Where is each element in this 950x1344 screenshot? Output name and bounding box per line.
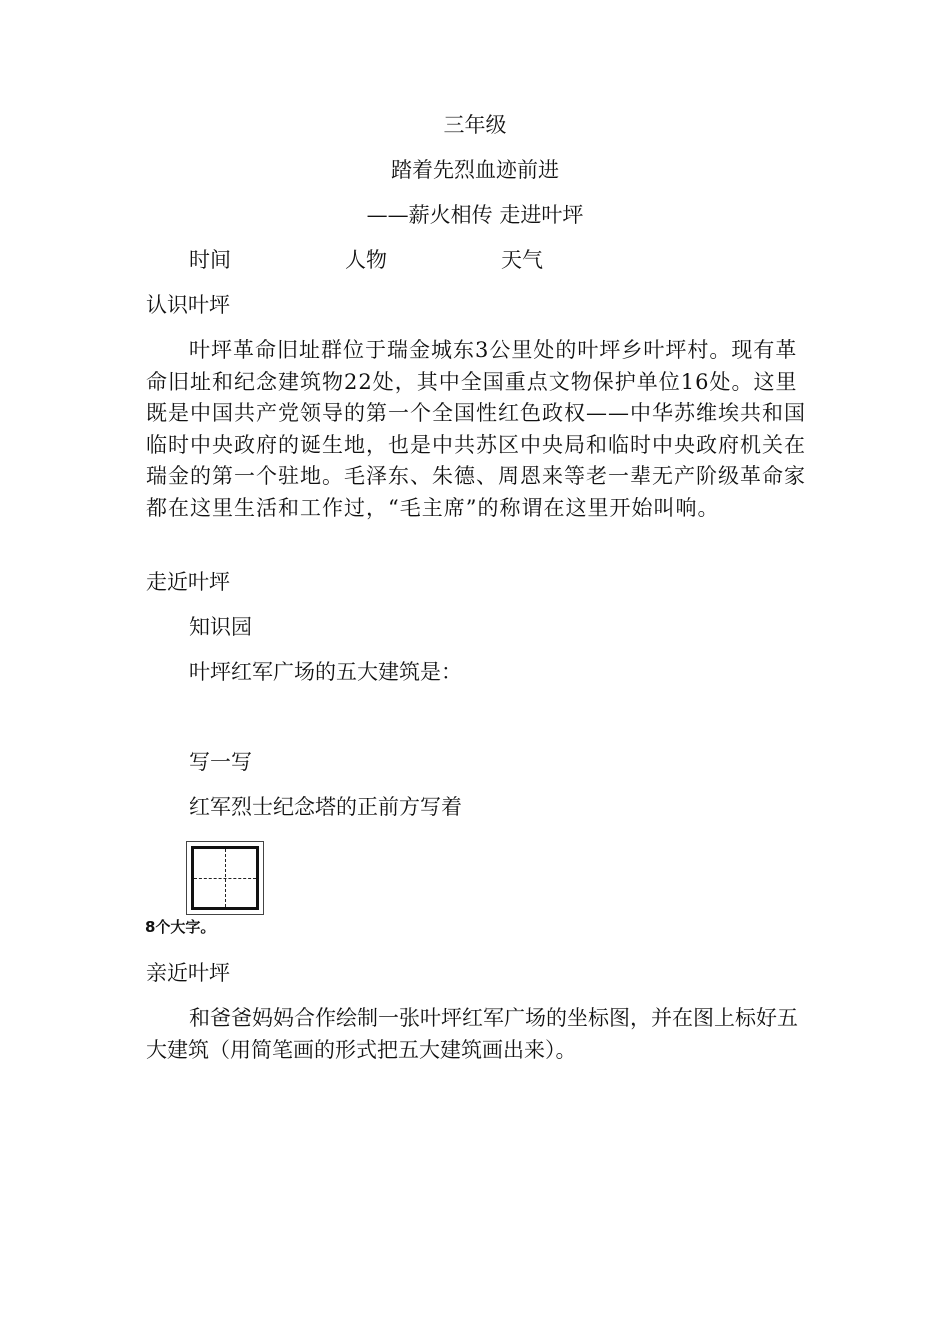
knowledge-question: 叶坪红军广场的五大建筑是：	[189, 660, 462, 684]
section-heading-close: 亲近叶坪	[146, 961, 230, 985]
time-label: 时间	[189, 248, 231, 272]
weather-label: 天气	[501, 248, 543, 272]
page-subtitle: ——薪火相传 走进叶坪	[366, 203, 584, 227]
section-heading-approach: 走近叶坪	[146, 570, 230, 594]
grid-vertical-guide	[225, 849, 226, 907]
write-label: 写一写	[189, 750, 252, 774]
writing-grid-inner	[191, 846, 259, 910]
writing-grid-box[interactable]	[186, 841, 264, 915]
section-heading-know: 认识叶坪	[146, 293, 230, 317]
box-note: 8个大字。	[145, 918, 216, 936]
write-question: 红军烈士纪念塔的正前方写着	[189, 795, 462, 819]
person-label: 人物	[345, 248, 387, 272]
intro-paragraph: 叶坪革命旧址群位于瑞金城东3公里处的叶坪乡叶坪村。现有革命旧址和纪念建筑物22处，其中全国重点文物保护单位16处。这里既是中国共产党领导的第一个全国性红色政权——中华苏维埃共和国临时中央政府的诞生地，也是中共苏区中央局和临时中央政府机关在瑞金的第一个驻地。毛泽东、朱德、周恩来等老一辈无产阶级革命家都在这里生活和工作过，“毛主席”的称谓在这里开始叫响。	[146, 338, 806, 520]
activity-paragraph: 和爸爸妈妈合作绘制一张叶坪红军广场的坐标图，并在图上标好五大建筑（用简笔画的形式把五大建筑画出来）。	[146, 1006, 798, 1062]
grade-heading: 三年级	[443, 113, 507, 137]
knowledge-label: 知识园	[189, 615, 252, 639]
page-title: 踏着先烈血迹前进	[391, 158, 559, 182]
